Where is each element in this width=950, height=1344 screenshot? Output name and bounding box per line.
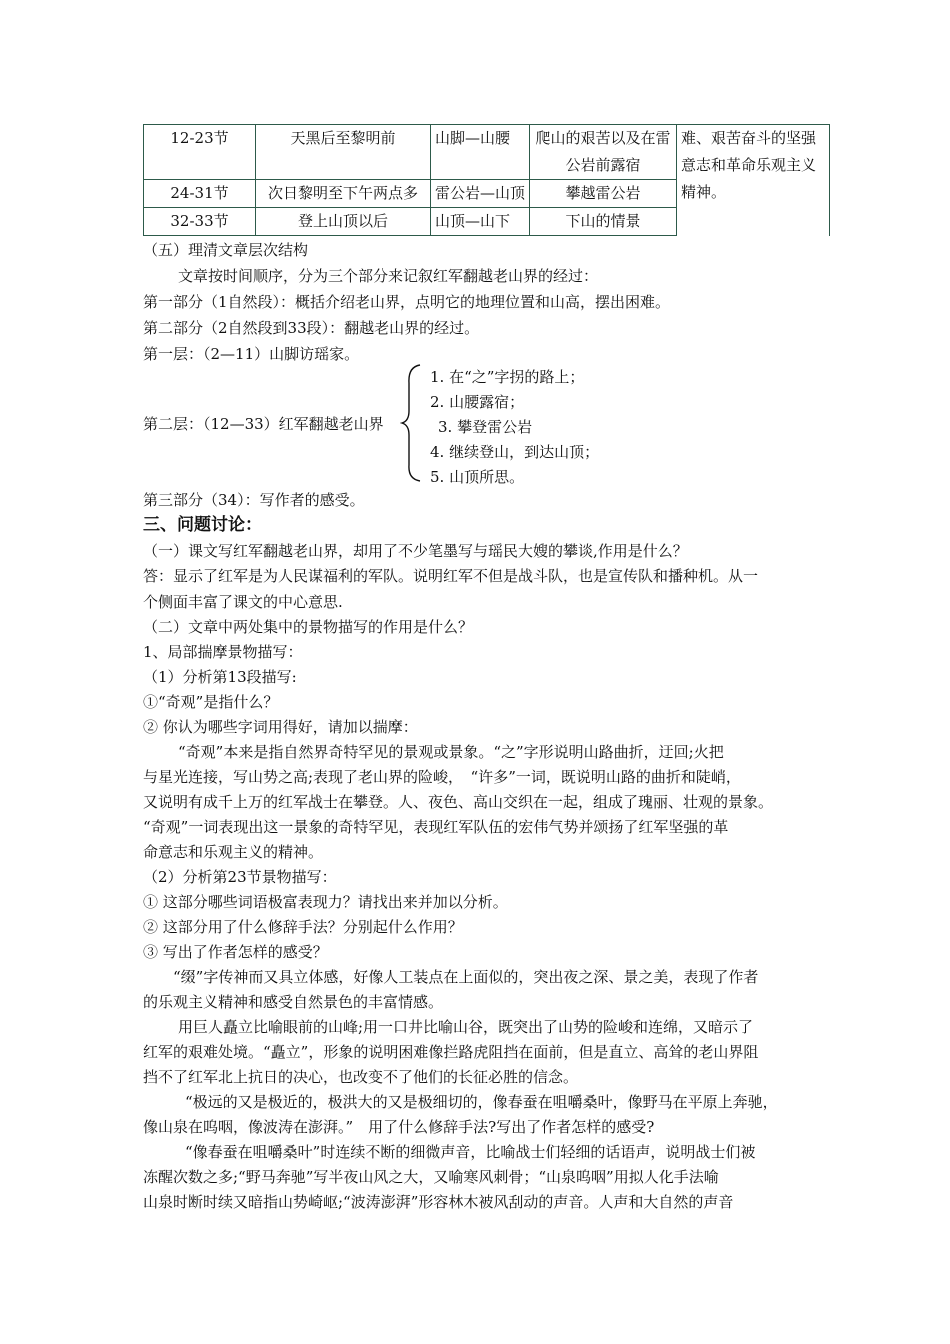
sub-item: 5. 山顶所思。 — [430, 468, 525, 486]
question-1: （一）课文写红军翻越老山界，却用了不少笔墨写与瑶民大嫂的攀谈,作用是什么？ — [143, 542, 688, 560]
table-row — [144, 125, 830, 180]
layer2-text: 第二层：（12—33）红军翻越老山界 — [143, 415, 384, 433]
side-note-cell: 难、艰苦奋斗的坚强意志和革命乐观主义精神。 — [677, 125, 830, 236]
time-cell: 登上山顶以后 — [256, 208, 431, 236]
place-cell: 雷公岩—山顶 — [431, 180, 530, 208]
paragraph-line: 用巨人矗立比喻眼前的山峰;用一口井比喻山谷，既突出了山势的险峻和连绵，又暗示了 — [178, 1018, 754, 1036]
part1-text: 第一部分（1自然段）：概括介绍老山界，点明它的地理位置和山高，摆出困难。 — [143, 293, 671, 311]
paragraph-line: 与星光连接，写山势之高;表现了老山界的险峻， “许多”一词，既说明山路的曲折和陡峭， — [143, 768, 741, 786]
subheading: （1）分析第13段描写: — [143, 668, 297, 686]
summary-table — [143, 124, 830, 236]
structure-intro: 文章按时间顺序，分为三个部分来记叙红军翻越老山界的经过： — [178, 267, 599, 285]
part3-text: 第三部分（34）：写作者的感受。 — [143, 491, 365, 509]
paragraph-line: “缀”字传神而又具立体感，好像人工装点在上面似的，突出夜之深、景之美，表现了作者 — [173, 968, 759, 986]
place-cell: 山顶—山下 — [431, 208, 530, 236]
paragraph-line: “奇观”本来是指自然界奇特罕见的景观或景象。“之”字形说明山路曲折，迂回;火把 — [178, 743, 724, 761]
paragraph-line: 像山泉在呜咽，像波涛在澎湃。” 用了什么修辞手法?写出了作者怎样的感受? — [143, 1118, 655, 1136]
section-cell: 24-31节 — [144, 180, 256, 208]
paragraph-line: “极远的又是极近的，极洪大的又是极细切的，像春蚕在咀嚼桑叶，像野马在平原上奔驰， — [185, 1093, 778, 1111]
discussion-heading: 三、问题讨论： — [143, 515, 262, 535]
prompt-line: ② 你认为哪些字词用得好，请加以揣摩： — [143, 718, 418, 736]
prompt-line: ② 这部分用了什么修辞手法？分别起什么作用？ — [143, 918, 463, 936]
place-cell: 山脚—山腰 — [431, 125, 530, 180]
layer1-text: 第一层：（2—11）山脚访瑶家。 — [143, 345, 360, 363]
event-cell: 攀越雷公岩 — [530, 180, 677, 208]
time-cell: 次日黎明至下午两点多 — [256, 180, 431, 208]
event-cell: 下山的情景 — [530, 208, 677, 236]
paragraph-line: 的乐观主义精神和感受自然景色的丰富情感。 — [143, 993, 444, 1011]
event-cell: 爬山的艰苦以及在雷公岩前露宿 — [530, 125, 677, 180]
section-cell: 32-33节 — [144, 208, 256, 236]
paragraph-line: 挡不了红军北上抗日的决心，也改变不了他们的长征必胜的信念。 — [143, 1068, 579, 1086]
subheading: （2）分析第23节景物描写： — [143, 868, 337, 886]
paragraph-line: 山泉时断时续又暗指山势崎岖;“波涛澎湃”形容林木被风刮动的声音。人声和大自然的声音 — [143, 1193, 734, 1211]
part2-text: 第二部分（2自然段到33段）：翻越老山界的经过。 — [143, 319, 480, 337]
paragraph-line: 命意志和乐观主义的精神。 — [143, 843, 324, 861]
prompt-line: ①“奇观”是指什么？ — [143, 693, 279, 711]
answer-1-line: 个侧面丰富了课文的中心意思. — [143, 593, 343, 611]
question-2: （二）文章中两处集中的景物描写的作用是什么？ — [143, 618, 474, 636]
paragraph-line: 冻醒次数之多;“野马奔驰”写半夜山风之大，又喻寒风刺骨；“山泉呜咽”用拟人化手法喻 — [143, 1168, 719, 1186]
section-cell: 12-23节 — [144, 125, 256, 180]
paragraph-line: 又说明有成千上万的红军战士在攀登。人、夜色、高山交织在一起，组成了瑰丽、壮观的景象。 — [143, 793, 774, 811]
paragraph-line: “奇观”一词表现出这一景象的奇特罕见，表现红军队伍的宏伟气势并颂扬了红军坚强的革 — [143, 818, 729, 836]
sub-item: 4. 继续登山，到达山顶； — [430, 443, 600, 461]
prompt-line: ① 这部分哪些词语极富表现力？请找出来并加以分析。 — [143, 893, 508, 911]
sub-item: 2. 山腰露宿； — [430, 393, 525, 411]
subheading: 1、局部揣摩景物描写： — [143, 643, 303, 661]
time-cell: 天黑后至黎明前 — [256, 125, 431, 180]
paragraph-line: 红军的艰难处境。“矗立”，形象的说明困难像拦路虎阻挡在面前，但是直立、高耸的老山界阻 — [143, 1043, 759, 1061]
sub-item: 1. 在“之”字拐的路上； — [430, 368, 585, 386]
paragraph-line: “像春蚕在咀嚼桑叶”时连续不断的细微声音，比喻战士们轻细的话语声，说明战士们被 — [185, 1143, 756, 1161]
structure-heading: （五）理清文章层次结构 — [143, 241, 309, 259]
prompt-line: ③ 写出了作者怎样的感受？ — [143, 943, 328, 961]
curly-brace-icon — [400, 363, 422, 483]
answer-1-line: 答：显示了红军是为人民谋福利的军队。说明红军不但是战斗队，也是宣传队和播种机。从一 — [143, 567, 759, 585]
sub-item: 3. 攀登雷公岩 — [438, 418, 533, 436]
